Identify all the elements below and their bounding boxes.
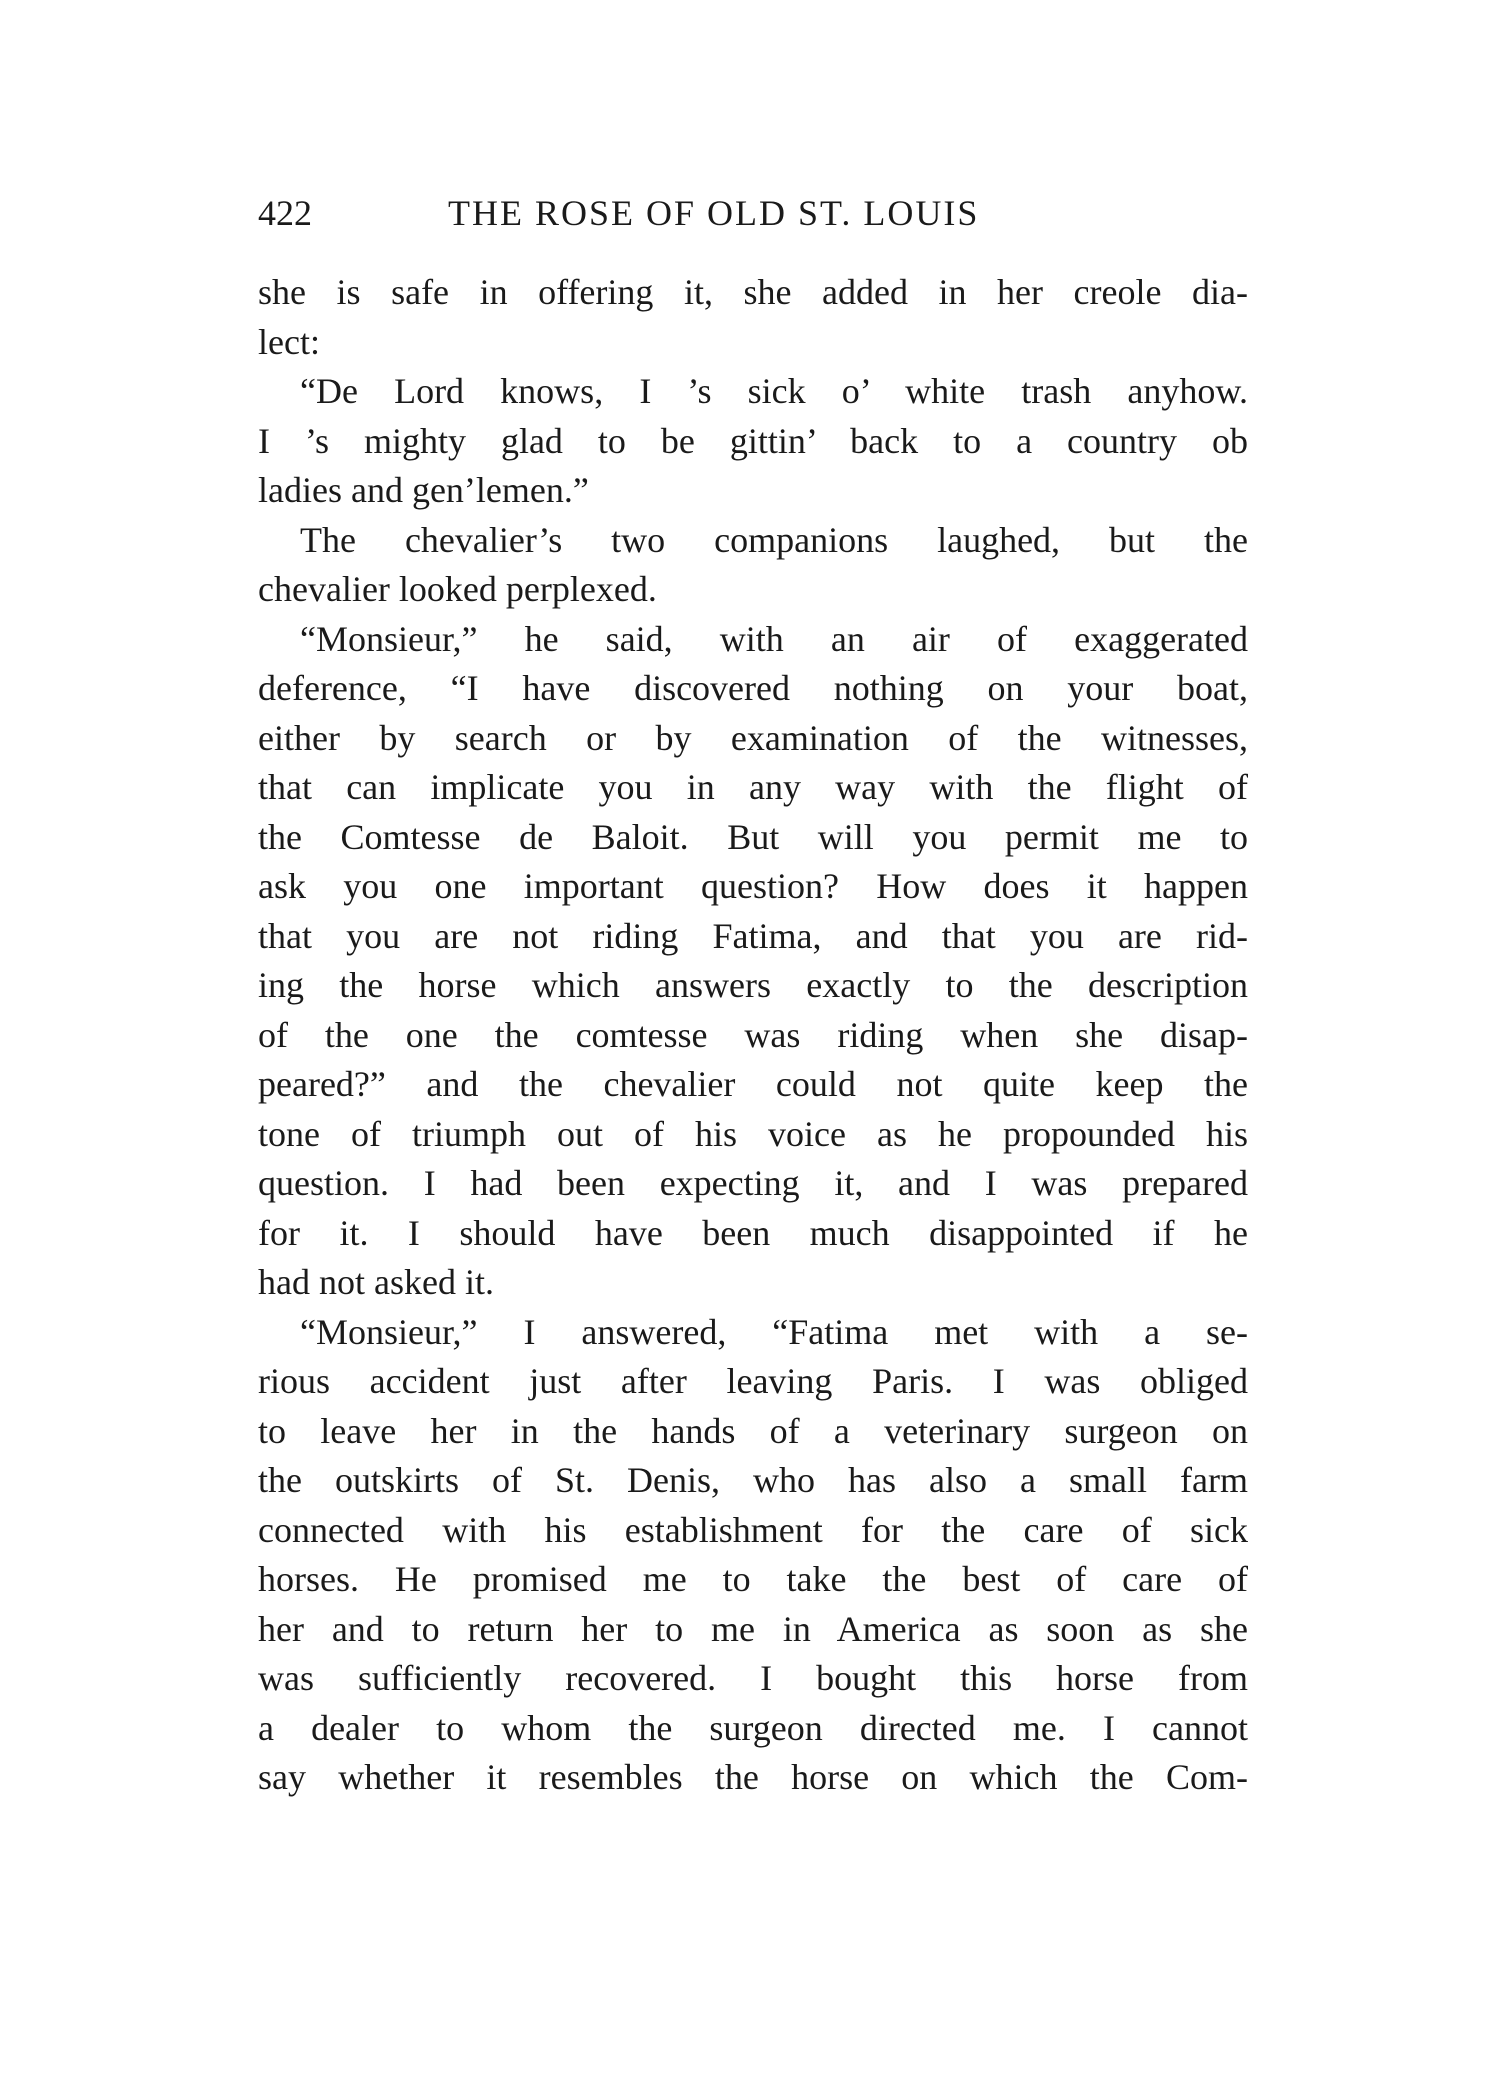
text-line: of the one the comtesse was riding when she disap- [258, 1014, 1248, 1055]
text-line: rious accident just after leaving Paris. I was obliged [258, 1361, 1248, 1401]
text-line: “Monsieur,” I answered, “Fatima met with a se- [300, 1311, 1248, 1352]
text-line: peared?” and the chevalier could not quite keep the [258, 1064, 1248, 1104]
page-header [258, 188, 1248, 238]
text-line: ing the horse which answers exactly to the description [258, 965, 1248, 1005]
text-line: her and to return her to me in America as soon as she [258, 1608, 1248, 1649]
text-line: chevalier looked perplexed. [258, 569, 657, 609]
text-line: a dealer to whom the surgeon directed me. I cannot [258, 1707, 1248, 1748]
text-line: ladies and gen’lemen.” [258, 470, 589, 510]
text-line: deference, “I have discovered nothing on your boat, [258, 668, 1248, 708]
text-line: say whether it resembles the horse on which the Com- [258, 1757, 1248, 1797]
text-line: that can implicate you in any way with the flight of [258, 767, 1248, 807]
text-line: had not asked it. [258, 1262, 494, 1302]
text-line: “Monsieur,” he said, with an air of exaggerated [300, 618, 1248, 659]
text-line: The chevalier’s two companions laughed, but the [300, 519, 1248, 560]
text-line: the Comtesse de Baloit. But will you permit me to [258, 816, 1248, 857]
text-line: that you are not riding Fatima, and that you are rid- [258, 915, 1248, 956]
text-line: lect: [258, 321, 320, 362]
text-line: for it. I should have been much disappointed if he [258, 1212, 1248, 1253]
text-line: she is safe in offering it, she added in her creole dia- [258, 272, 1248, 312]
text-line: question. I had been expecting it, and I was prepared [258, 1163, 1248, 1203]
page-number: 422 [258, 193, 312, 233]
body-text [258, 268, 1248, 1803]
text-line: connected with his establishment for the care of sick [258, 1509, 1248, 1550]
text-line: to leave her in the hands of a veterinary surgeon on [258, 1410, 1248, 1451]
text-line: was sufficiently recovered. I bought this horse from [258, 1658, 1248, 1698]
text-line: ask you one important question? How does it happen [258, 866, 1248, 906]
text-line: tone of triumph out of his voice as he propounded his [258, 1113, 1248, 1154]
running-title: THE ROSE OF OLD ST. LOUIS [448, 193, 980, 233]
text-line: I ’s mighty glad to be gittin’ back to a country ob [258, 420, 1248, 461]
text-line: “De Lord knows, I ’s sick o’ white trash anyhow. [300, 371, 1248, 411]
text-line: horses. He promised me to take the best of care of [258, 1559, 1248, 1599]
text-line: the outskirts of St. Denis, who has also a small farm [258, 1460, 1248, 1500]
text-line: either by search or by examination of the witnesses, [258, 717, 1248, 758]
